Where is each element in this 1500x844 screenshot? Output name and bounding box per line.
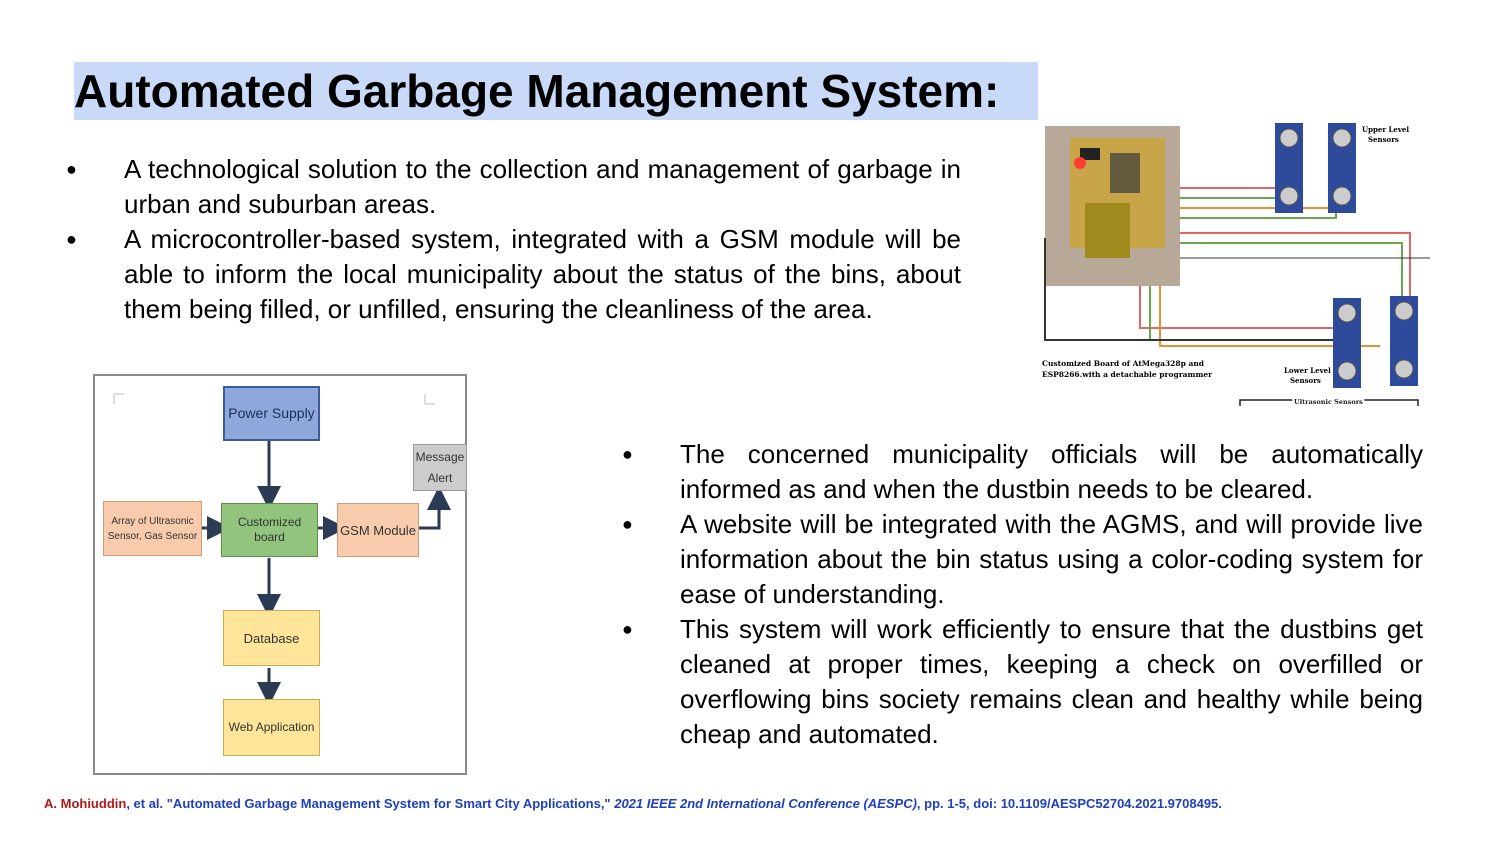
citation — [44, 796, 1484, 811]
bullet-item: ● A website will be integrated with the AGMS, and will provide live information about the bin status using a color-coding system for ease of understanding. — [620, 507, 1423, 612]
hardware-illustration — [1040, 118, 1430, 410]
gsm-module-box — [337, 503, 419, 557]
board-caption-line1: Customized Board of AtMega328p and — [1042, 359, 1205, 368]
citation-venue: 2021 IEEE 2nd International Conference (AESPC) — [614, 796, 917, 811]
database-label: Database — [243, 630, 300, 646]
bullet-item: ● This system will work efficiently to ensure that the dustbins get cleaned at proper times, keeping a check on overfilled or overflowing bins society remains clean and healthy while being cheap and automated. — [620, 612, 1423, 752]
citation-author: A. Mohiuddin — [44, 796, 127, 811]
ultrasonic-sensors-label: Ultrasonic Sensors — [1294, 398, 1363, 406]
power-supply-label: Power Supply — [228, 405, 315, 421]
lower-sensor-pair — [1333, 296, 1418, 388]
top-bullet-list — [64, 152, 961, 327]
citation-tail: , pp. 1-5, doi: 10.1109/AESPC52704.2021.9708495. — [916, 796, 1222, 811]
power-supply-box — [223, 386, 320, 441]
alert-label: Alert — [427, 470, 453, 485]
board-caption-line2: ESP8266.with a detachable programmer — [1042, 370, 1213, 379]
database-box — [223, 610, 320, 666]
sensor-array-line1: Array of Ultrasonic — [111, 515, 194, 527]
bullet-item: ● A technological solution to the collection and management of garbage in urban and suburban areas. — [64, 152, 961, 222]
citation-title: , et al. "Automated Garbage Management System for Smart City Applications," — [126, 796, 615, 811]
upper-sensors-label-1: Upper Level — [1362, 125, 1410, 134]
hardware-wiring-svg — [1040, 118, 1430, 410]
block-diagram — [93, 374, 467, 775]
gsm-label: GSM Module — [340, 522, 416, 538]
web-application-box — [223, 699, 320, 756]
bottom-bullet-list — [620, 437, 1423, 752]
lower-sensors-label-1: Lower Level — [1284, 366, 1331, 375]
bullet-item: ● A microcontroller-based system, integrated with a GSM module will be able to inform the local municipality about the status of the bins, about them being filled, or unfilled, ensuring the cleanliness of the area. — [64, 222, 961, 327]
message-label: Message — [415, 449, 465, 464]
lower-sensors-label-2: Sensors — [1290, 376, 1321, 385]
message-alert-box — [413, 444, 467, 491]
customized-board-box — [221, 503, 318, 557]
web-application-label: Web Application — [228, 720, 315, 734]
sensor-array-line2: Sensor, Gas Sensor — [107, 530, 198, 542]
sensor-array-box — [103, 501, 202, 556]
upper-sensors-label-2: Sensors — [1368, 135, 1399, 144]
board-label: Customized board — [237, 515, 302, 544]
slide-title: Automated Garbage Management System: — [74, 62, 1038, 120]
bullet-item: ● The concerned municipality officials will be automatically informed as and when the dustbin needs to be cleared. — [620, 437, 1423, 507]
upper-sensor-pair — [1275, 123, 1356, 213]
